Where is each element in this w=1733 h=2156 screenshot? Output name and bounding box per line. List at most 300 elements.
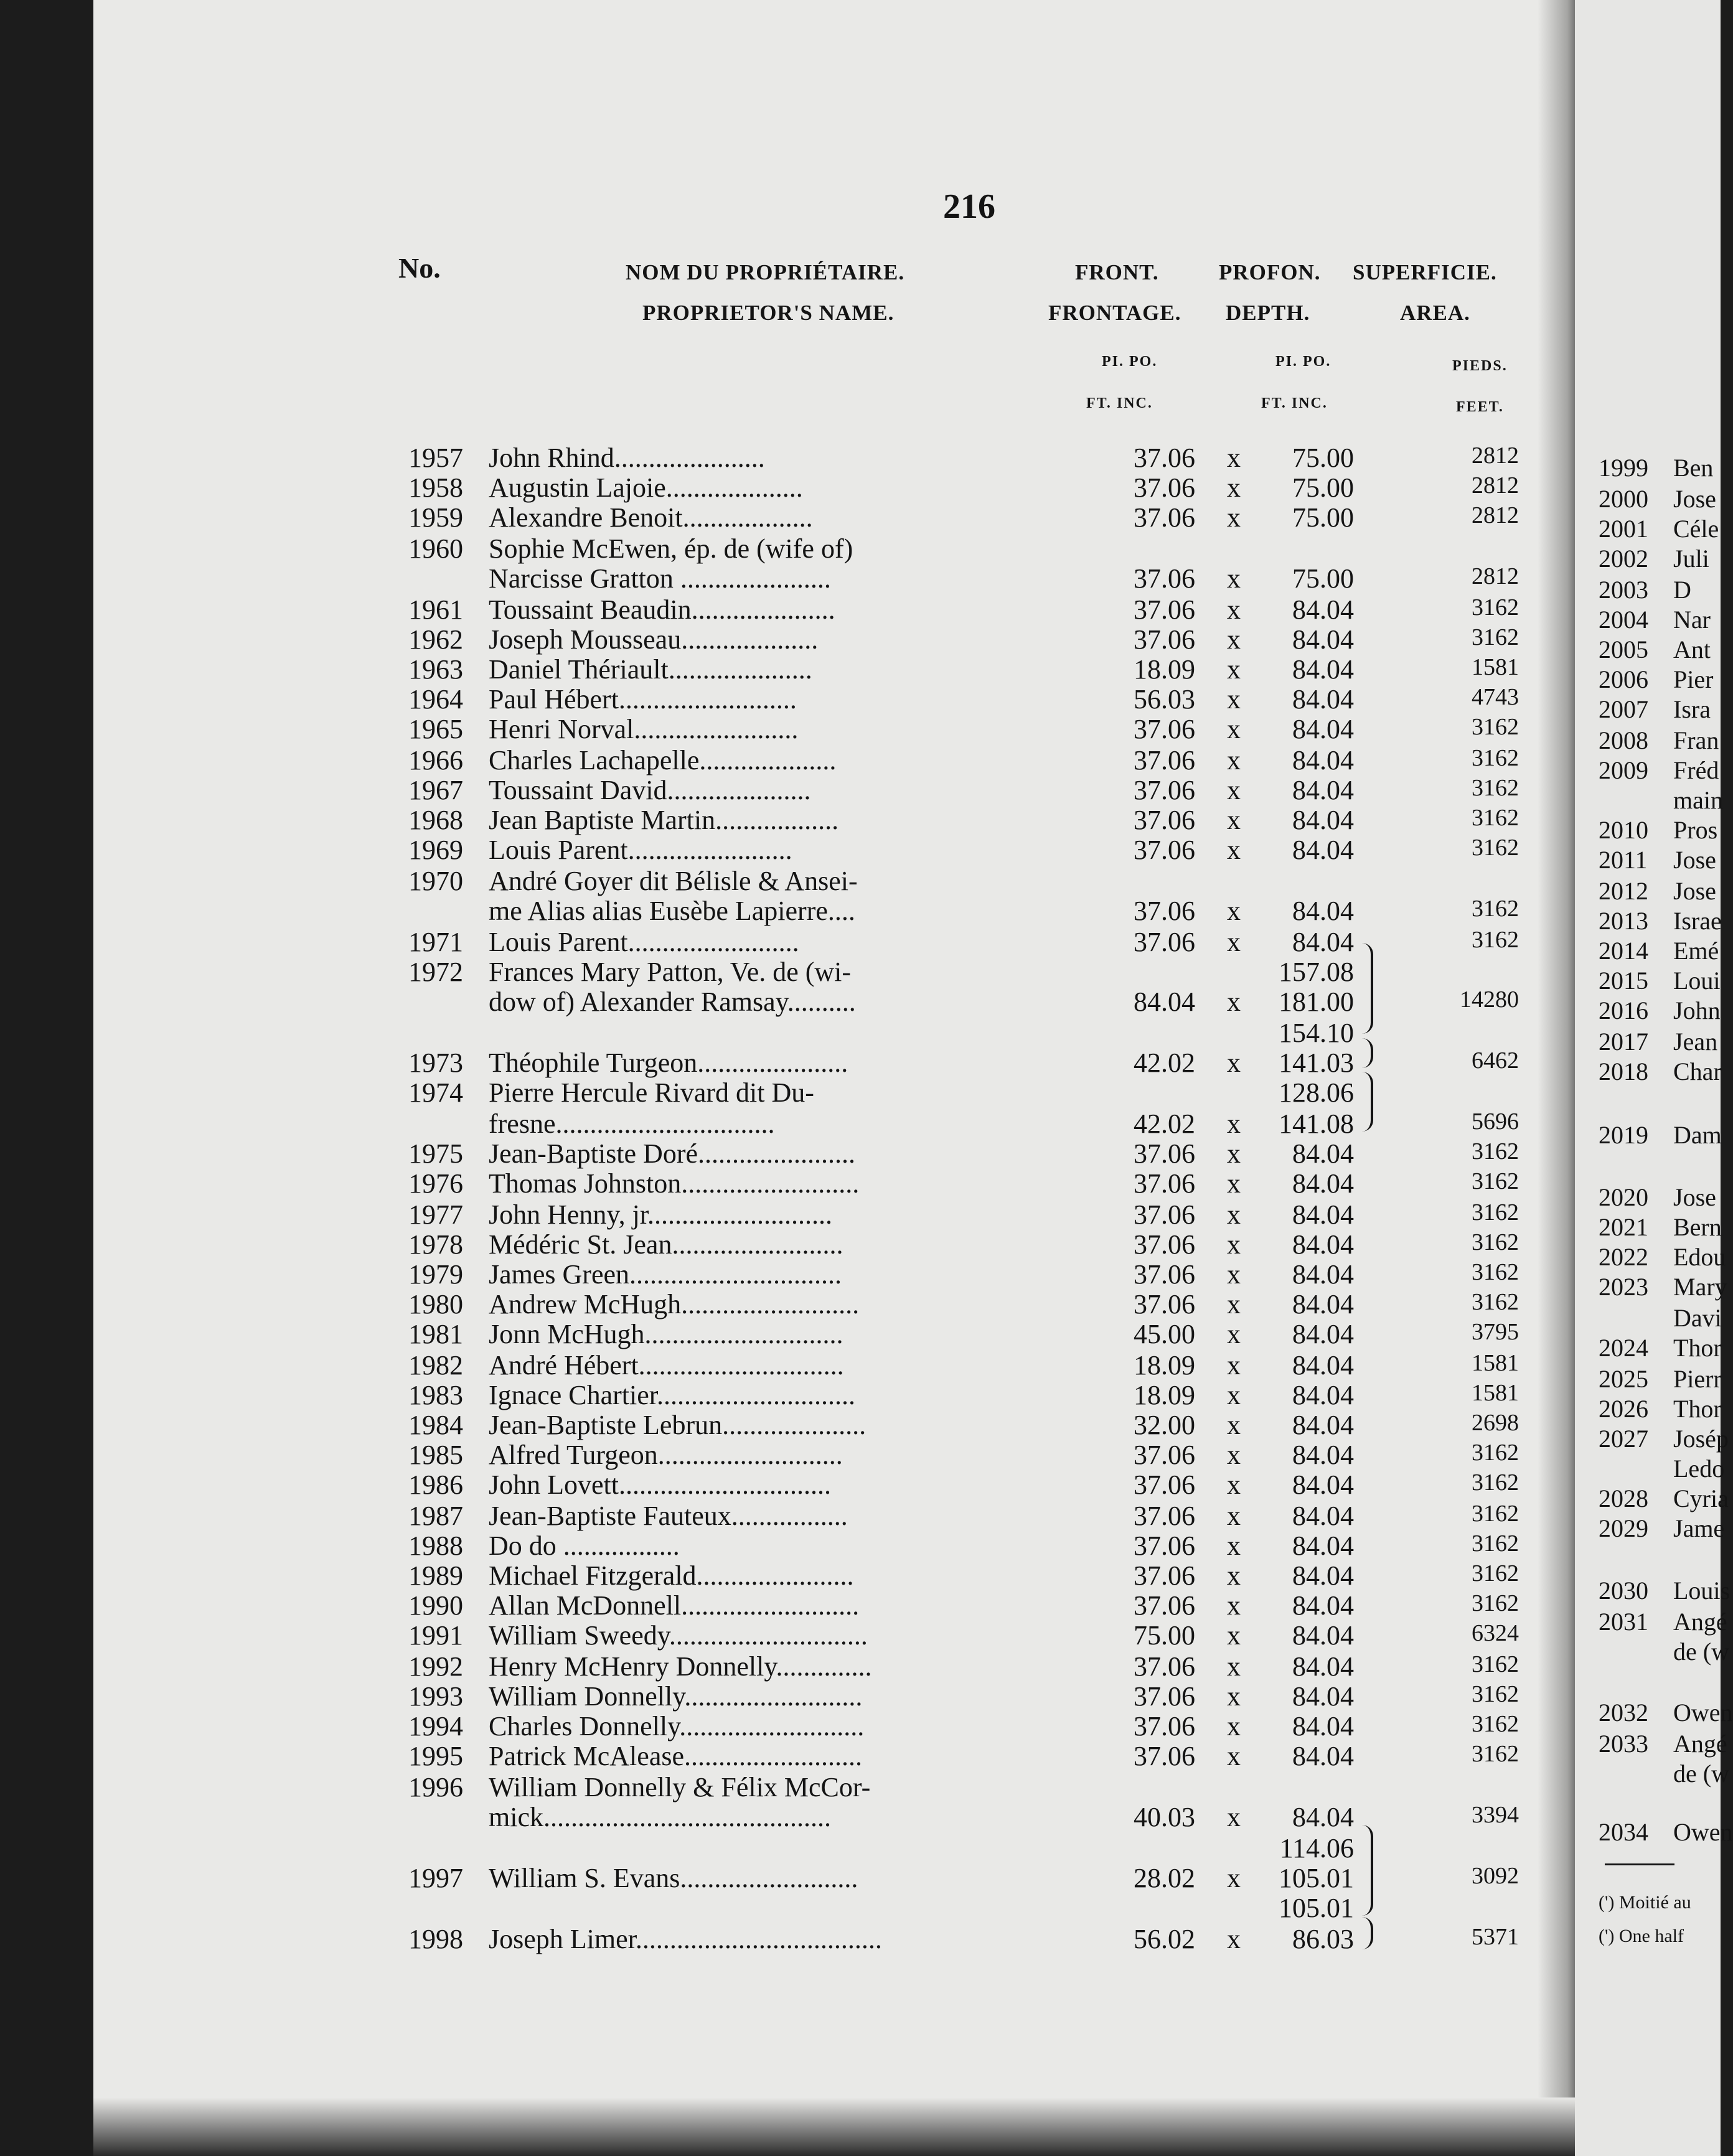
- facing-row-text: John: [1673, 996, 1721, 1024]
- table-row: [0, 1590, 1721, 1619]
- table-row: [0, 1108, 1721, 1138]
- proprietor-name: Paul Hébert..........................: [489, 684, 797, 715]
- row-number: 1997: [408, 1863, 463, 1893]
- table-row: [0, 713, 1721, 743]
- area-value: 3162: [1472, 624, 1519, 650]
- proprietor-name: mick..........................................: [489, 1802, 831, 1832]
- frontage-value: 37.06: [1134, 1741, 1195, 1771]
- facing-row-text: main: [1673, 786, 1723, 814]
- facing-row-text: Thor: [1673, 1395, 1722, 1423]
- facing-row-number: 2029: [1599, 1514, 1648, 1542]
- depth-unit-en: FT. INC.: [1261, 395, 1328, 411]
- table-row: [0, 744, 1721, 774]
- table-row: [0, 1619, 1721, 1649]
- area-value: 3162: [1472, 1289, 1519, 1315]
- depth-value: 75.00: [1292, 563, 1354, 594]
- facing-row-number: 2026: [1599, 1395, 1648, 1423]
- area-value: 5371: [1472, 1924, 1519, 1950]
- times-sign: x: [1227, 835, 1241, 865]
- table-row: [0, 502, 1721, 532]
- table-row: [0, 683, 1721, 713]
- proprietor-name: Henry McHenry Donnelly..............: [489, 1651, 872, 1682]
- facing-row-text: Owen: [1673, 1699, 1733, 1727]
- area-value: 3162: [1472, 1651, 1519, 1677]
- times-sign: x: [1227, 1590, 1241, 1621]
- row-number: 1957: [408, 443, 463, 473]
- row-number: 1972: [408, 957, 463, 987]
- times-sign: x: [1227, 1802, 1241, 1832]
- proprietor-name: Ignace Chartier.............................: [489, 1380, 855, 1410]
- row-number: 1982: [408, 1350, 463, 1380]
- area-value: 2812: [1472, 443, 1519, 469]
- row-number: 1985: [408, 1440, 463, 1470]
- frontage-value: 37.06: [1134, 1259, 1195, 1290]
- area-value: 3162: [1472, 1530, 1519, 1557]
- facing-row-text: Owen: [1673, 1818, 1733, 1846]
- facing-row-number: 2018: [1599, 1057, 1648, 1085]
- facing-row-number: 2032: [1599, 1699, 1648, 1727]
- row-number: 1967: [408, 775, 463, 805]
- times-sign: x: [1227, 1469, 1241, 1500]
- area-value: 3162: [1472, 927, 1519, 953]
- times-sign: x: [1227, 1501, 1241, 1531]
- depth-value: 75.00: [1292, 502, 1354, 533]
- depth-value: 84.04: [1292, 624, 1354, 655]
- depth-value: 84.04: [1292, 1229, 1354, 1260]
- proprietor-name: Patrick McAlease..........................: [489, 1741, 862, 1771]
- facing-row: [1599, 1484, 1729, 1513]
- facing-row: [1599, 1364, 1722, 1394]
- area-value: 3162: [1472, 1501, 1519, 1527]
- facing-row-number: 2024: [1599, 1334, 1648, 1362]
- times-sign: x: [1227, 654, 1241, 685]
- frontage-value: 37.06: [1134, 1469, 1195, 1500]
- facing-page: [1575, 0, 1733, 2156]
- header-no: No.: [398, 252, 441, 284]
- frontage-value: 37.06: [1134, 805, 1195, 835]
- facing-row-number: 2019: [1599, 1121, 1648, 1149]
- facing-row-text: Thor: [1673, 1334, 1722, 1362]
- proprietor-name: Thomas Johnston..........................: [489, 1168, 860, 1199]
- frontage-value: 32.00: [1134, 1410, 1195, 1440]
- facing-row: [1599, 1242, 1726, 1272]
- table-row: [0, 1500, 1721, 1530]
- table-row: [0, 1229, 1721, 1258]
- facing-row: [1599, 815, 1717, 845]
- facing-row-text: de (w: [1673, 1760, 1729, 1788]
- proprietor-name: William Donnelly..........................: [489, 1681, 863, 1712]
- facing-row: [1599, 996, 1721, 1025]
- facing-row: [1599, 1120, 1722, 1150]
- times-sign: x: [1227, 1138, 1241, 1169]
- facing-row: [1599, 1514, 1724, 1543]
- depth-value: 84.04: [1292, 896, 1354, 926]
- facing-row-number: 2006: [1599, 665, 1648, 693]
- row-number: 1968: [408, 805, 463, 835]
- facing-row: [1599, 1027, 1717, 1056]
- depth-brace-1974: [1362, 1072, 1373, 1132]
- table-row: [0, 533, 1721, 563]
- facing-row-number: 2010: [1599, 816, 1648, 844]
- facing-row: [1599, 1637, 1729, 1666]
- proprietor-name: André Goyer dit Bélisle & Ansei-: [489, 866, 858, 896]
- table-row: [0, 1560, 1721, 1590]
- depth-value: 84.04: [1292, 1410, 1354, 1440]
- depth-value: 84.04: [1292, 1741, 1354, 1771]
- depth-brace-1997: [1362, 1825, 1373, 1916]
- area-value: 2812: [1472, 563, 1519, 589]
- frontage-value: 42.02: [1134, 1108, 1195, 1139]
- area-unit-fr: PIEDS.: [1452, 358, 1508, 374]
- facing-row-text: Juli: [1673, 545, 1709, 573]
- frontage-value: 45.00: [1134, 1319, 1195, 1349]
- proprietor-name: Michael Fitzgerald.......................: [489, 1560, 854, 1591]
- proprietor-name: Médéric St. Jean.........................: [489, 1229, 843, 1260]
- table-row: [0, 956, 1721, 986]
- facing-row: [1599, 1333, 1722, 1362]
- depth-value: 84.04: [1292, 1289, 1354, 1319]
- frontage-value: 37.06: [1134, 1138, 1195, 1169]
- facing-row: [1599, 635, 1711, 664]
- depth-value: 84.04: [1292, 654, 1354, 685]
- facing-row: [1599, 1212, 1722, 1242]
- header-front-fr: FRONT.: [1075, 260, 1159, 284]
- depth-unit-fr: PI. PO.: [1275, 354, 1331, 370]
- row-number: 1962: [408, 624, 463, 655]
- proprietor-name: Louis Parent.........................: [489, 927, 799, 957]
- table-row: [0, 1288, 1721, 1318]
- proprietor-name: Do do .................: [489, 1530, 680, 1561]
- depth-value: 84.04: [1292, 1802, 1354, 1832]
- facing-row-text: Isra: [1673, 695, 1711, 723]
- facing-row-number: 2000: [1599, 485, 1648, 513]
- times-sign: x: [1227, 987, 1241, 1017]
- frontage-value: 37.06: [1134, 1681, 1195, 1712]
- proprietor-name: Alexandre Benoit...................: [489, 502, 813, 533]
- facing-row-text: Jose: [1673, 1183, 1716, 1211]
- times-sign: x: [1227, 624, 1241, 655]
- row-number: 1975: [408, 1138, 463, 1169]
- depth-value: 84.04: [1292, 805, 1354, 835]
- depth-value: 84.04: [1292, 1530, 1354, 1561]
- proprietor-name: André Hébert..............................: [489, 1350, 844, 1380]
- proprietor-name: John Lovett...............................: [489, 1469, 831, 1500]
- facing-row-number: 2009: [1599, 756, 1648, 784]
- facing-row-number: 2003: [1599, 576, 1648, 604]
- proprietor-name: Théophile Turgeon......................: [489, 1048, 848, 1078]
- area-value: 5696: [1472, 1108, 1519, 1135]
- facing-row: [1599, 605, 1711, 634]
- table-row: [0, 472, 1721, 502]
- facing-row-text: Davi: [1673, 1304, 1722, 1332]
- area-value: 3162: [1472, 1681, 1519, 1707]
- proprietor-name: fresne................................: [489, 1108, 775, 1139]
- table-row: [0, 1771, 1721, 1801]
- row-number: 1973: [408, 1048, 463, 1078]
- table-row: [0, 1168, 1721, 1198]
- table-row: [0, 654, 1721, 683]
- times-sign: x: [1227, 1350, 1241, 1380]
- proprietor-name: Daniel Thériault.....................: [489, 654, 812, 685]
- frontage-value: 37.06: [1134, 1530, 1195, 1561]
- facing-row-number: 2022: [1599, 1243, 1648, 1271]
- frontage-value: 56.03: [1134, 684, 1195, 715]
- proprietor-name: Toussaint Beaudin.....................: [489, 594, 835, 625]
- facing-row: [1599, 1183, 1716, 1212]
- proprietor-name: Joseph Limer....................................: [489, 1924, 882, 1954]
- frontage-value: 37.06: [1134, 714, 1195, 744]
- row-number: 1958: [408, 472, 463, 503]
- depth-value: 84.04: [1292, 1620, 1354, 1651]
- depth-value: 128.06: [1279, 1077, 1354, 1108]
- times-sign: x: [1227, 1863, 1241, 1893]
- frontage-value: 37.06: [1134, 1560, 1195, 1591]
- times-sign: x: [1227, 1440, 1241, 1470]
- proprietor-name: Joseph Mousseau....................: [489, 624, 819, 655]
- frontage-value: 28.02: [1134, 1863, 1195, 1893]
- table-row: [0, 986, 1721, 1016]
- depth-value: 84.04: [1292, 1440, 1354, 1470]
- facing-row-text: Jose: [1673, 846, 1716, 874]
- depth-value: 181.00: [1279, 987, 1354, 1017]
- frontage-value: 18.09: [1134, 654, 1195, 685]
- table-row: [0, 865, 1721, 895]
- area-value: 3162: [1472, 1560, 1519, 1587]
- facing-row: [1599, 484, 1716, 513]
- facing-row: [1599, 1454, 1724, 1483]
- facing-row-text: Fran: [1673, 726, 1719, 754]
- page-bottom-shadow: [93, 2097, 1587, 2156]
- depth-value: 84.04: [1292, 1501, 1354, 1531]
- frontage-value: 75.00: [1134, 1620, 1195, 1651]
- table-row: [0, 1651, 1721, 1680]
- facing-row-number: 2014: [1599, 937, 1648, 965]
- proprietor-name: James Green...............................: [489, 1259, 842, 1290]
- footnote-rule: [1605, 1863, 1674, 1865]
- proprietor-name: William Sweedy.............................: [489, 1620, 868, 1651]
- depth-brace-1972: [1362, 943, 1373, 1034]
- times-sign: x: [1227, 775, 1241, 805]
- facing-row-text: Pier: [1673, 665, 1714, 693]
- frontage-value: 56.02: [1134, 1924, 1195, 1954]
- proprietor-name: Pierre Hercule Rivard dit Du-: [489, 1077, 814, 1108]
- proprietor-name: Charles Lachapelle....................: [489, 745, 837, 776]
- row-number: 1998: [408, 1924, 463, 1954]
- facing-row-number: 2016: [1599, 996, 1648, 1024]
- table-row: [0, 1892, 1721, 1922]
- facing-row: [1599, 785, 1723, 815]
- depth-value: 86.03: [1292, 1924, 1354, 1954]
- times-sign: x: [1227, 563, 1241, 594]
- area-value: 3162: [1472, 745, 1519, 771]
- frontage-value: 37.06: [1134, 1651, 1195, 1682]
- area-value: 2812: [1472, 502, 1519, 528]
- frontage-value: 84.04: [1134, 987, 1195, 1017]
- footnote-1: (') Moitié au: [1599, 1892, 1691, 1913]
- proprietor-name: Frances Mary Patton, Ve. de (wi-: [489, 957, 852, 987]
- area-value: 3162: [1472, 1229, 1519, 1255]
- facing-row-text: Cyria: [1673, 1484, 1729, 1512]
- area-value: 2698: [1472, 1410, 1519, 1436]
- times-sign: x: [1227, 1168, 1241, 1199]
- table-row: [0, 1409, 1721, 1439]
- area-value: 3162: [1472, 1711, 1519, 1737]
- frontage-value: 37.06: [1134, 927, 1195, 957]
- proprietor-name: Jean-Baptiste Lebrun.....................: [489, 1410, 866, 1440]
- area-value: 3162: [1472, 1590, 1519, 1616]
- table-row: [0, 1379, 1721, 1409]
- proprietor-name: Andrew McHugh..........................: [489, 1289, 860, 1319]
- facing-row-number: 2021: [1599, 1213, 1648, 1241]
- facing-row-number: 1999: [1599, 454, 1648, 482]
- header-depth-fr: PROFON.: [1219, 260, 1321, 284]
- facing-row-number: 2023: [1599, 1273, 1648, 1301]
- frontage-value: 37.06: [1134, 835, 1195, 865]
- facing-row-number: 2017: [1599, 1028, 1648, 1056]
- frontage-value: 37.06: [1134, 563, 1195, 594]
- facing-row-number: 2004: [1599, 606, 1648, 634]
- frontage-value: 42.02: [1134, 1048, 1195, 1078]
- facing-row-text: Céle: [1673, 515, 1719, 543]
- depth-value: 84.04: [1292, 927, 1354, 957]
- depth-value: 84.04: [1292, 1560, 1354, 1591]
- times-sign: x: [1227, 1048, 1241, 1078]
- area-value: 6462: [1472, 1048, 1519, 1074]
- table-row: [0, 1469, 1721, 1499]
- header-area-fr: SUPERFICIE.: [1353, 260, 1497, 284]
- times-sign: x: [1227, 745, 1241, 776]
- facing-row-text: Ledo: [1673, 1455, 1725, 1483]
- row-number: 1971: [408, 927, 463, 957]
- facing-row-text: Pros: [1673, 816, 1718, 844]
- table-row: [0, 1862, 1721, 1892]
- table-row: [0, 1832, 1721, 1862]
- frontage-value: 37.06: [1134, 1501, 1195, 1531]
- area-value: 3162: [1472, 1138, 1519, 1165]
- proprietor-name: Alfred Turgeon...........................: [489, 1440, 843, 1470]
- area-value: 3162: [1472, 1440, 1519, 1466]
- facing-row: [1599, 845, 1716, 874]
- table-row: [0, 624, 1721, 654]
- times-sign: x: [1227, 1199, 1241, 1230]
- frontage-value: 37.06: [1134, 896, 1195, 926]
- table-row: [0, 774, 1721, 804]
- proprietor-name: dow of) Alexander Ramsay..........: [489, 987, 856, 1017]
- proprietor-name: Henri Norval........................: [489, 714, 799, 744]
- facing-row-text: Israe: [1673, 907, 1722, 935]
- proprietor-name: Allan McDonnell..........................: [489, 1590, 860, 1621]
- facing-row-text: Nar: [1673, 606, 1711, 634]
- times-sign: x: [1227, 1108, 1241, 1139]
- facing-row: [1599, 726, 1719, 755]
- header-front-en: FRONTAGE.: [1048, 301, 1181, 325]
- table-row: [0, 1017, 1721, 1047]
- proprietor-name: me Alias alias Eusèbe Lapierre....: [489, 896, 855, 926]
- proprietor-name: John Henny, jr...........................: [489, 1199, 833, 1230]
- row-number: 1988: [408, 1530, 463, 1561]
- times-sign: x: [1227, 1711, 1241, 1741]
- area-value: 3394: [1472, 1802, 1519, 1828]
- front-unit-en: FT. INC.: [1086, 395, 1153, 411]
- depth-value: 157.08: [1279, 957, 1354, 987]
- times-sign: x: [1227, 1681, 1241, 1712]
- table-row: [0, 1077, 1721, 1107]
- row-number: 1966: [408, 745, 463, 776]
- facing-row-text: Edou: [1673, 1243, 1726, 1271]
- facing-row-text: Loui: [1673, 967, 1721, 995]
- times-sign: x: [1227, 1289, 1241, 1319]
- header-depth-en: DEPTH.: [1226, 301, 1310, 325]
- table-row: [0, 926, 1721, 956]
- proprietor-name: Jean-Baptiste Doré.......................: [489, 1138, 855, 1169]
- frontage-value: 37.06: [1134, 1440, 1195, 1470]
- row-number: 1976: [408, 1168, 463, 1199]
- facing-row-text: Jose: [1673, 485, 1716, 513]
- depth-value: 154.10: [1279, 1018, 1354, 1048]
- depth-value: 84.04: [1292, 1168, 1354, 1199]
- facing-row-number: 2005: [1599, 635, 1648, 663]
- facing-row-number: 2007: [1599, 695, 1648, 723]
- area-value: 3162: [1472, 896, 1519, 922]
- frontage-value: 37.06: [1134, 745, 1195, 776]
- table-row: [0, 1199, 1721, 1229]
- table-row: [0, 1258, 1721, 1288]
- facing-row: [1599, 695, 1711, 724]
- area-value: 3162: [1472, 1259, 1519, 1285]
- area-value: 3092: [1472, 1863, 1519, 1889]
- table-row: [0, 1439, 1721, 1469]
- times-sign: x: [1227, 1530, 1241, 1561]
- facing-row: [1599, 936, 1719, 965]
- times-sign: x: [1227, 1560, 1241, 1591]
- row-number: 1996: [408, 1772, 463, 1802]
- footnote-2: (') One half: [1599, 1926, 1684, 1946]
- frontage-value: 37.06: [1134, 472, 1195, 503]
- facing-row-text: Fréd: [1673, 756, 1719, 784]
- times-sign: x: [1227, 927, 1241, 957]
- facing-row: [1599, 575, 1691, 604]
- depth-value: 105.01: [1279, 1863, 1354, 1893]
- table-row: [0, 804, 1721, 834]
- facing-row: [1599, 1817, 1733, 1847]
- times-sign: x: [1227, 1380, 1241, 1410]
- table-row: [0, 1138, 1721, 1168]
- frontage-value: 37.06: [1134, 1199, 1195, 1230]
- area-value: 3162: [1472, 805, 1519, 831]
- depth-value: 84.04: [1292, 684, 1354, 715]
- depth-value: 84.04: [1292, 1259, 1354, 1290]
- area-value: 3162: [1472, 1741, 1519, 1767]
- facing-row: [1599, 453, 1713, 482]
- facing-row: [1599, 1607, 1727, 1636]
- row-number: 1981: [408, 1319, 463, 1349]
- frontage-value: 18.09: [1134, 1380, 1195, 1410]
- facing-row-text: Ben: [1673, 454, 1714, 482]
- facing-row-text: Jean: [1673, 1028, 1718, 1056]
- times-sign: x: [1227, 1651, 1241, 1682]
- facing-row: [1599, 756, 1719, 785]
- row-number: 1961: [408, 594, 463, 625]
- facing-row-text: Mary: [1673, 1273, 1727, 1301]
- table-row: [0, 1318, 1721, 1348]
- depth-value: 84.04: [1292, 1138, 1354, 1169]
- front-unit-fr: PI. PO.: [1102, 354, 1158, 370]
- table-row: [0, 1923, 1721, 1953]
- row-number: 1980: [408, 1289, 463, 1319]
- depth-value: 84.04: [1292, 775, 1354, 805]
- area-value: 3162: [1472, 1469, 1519, 1496]
- row-number: 1978: [408, 1229, 463, 1260]
